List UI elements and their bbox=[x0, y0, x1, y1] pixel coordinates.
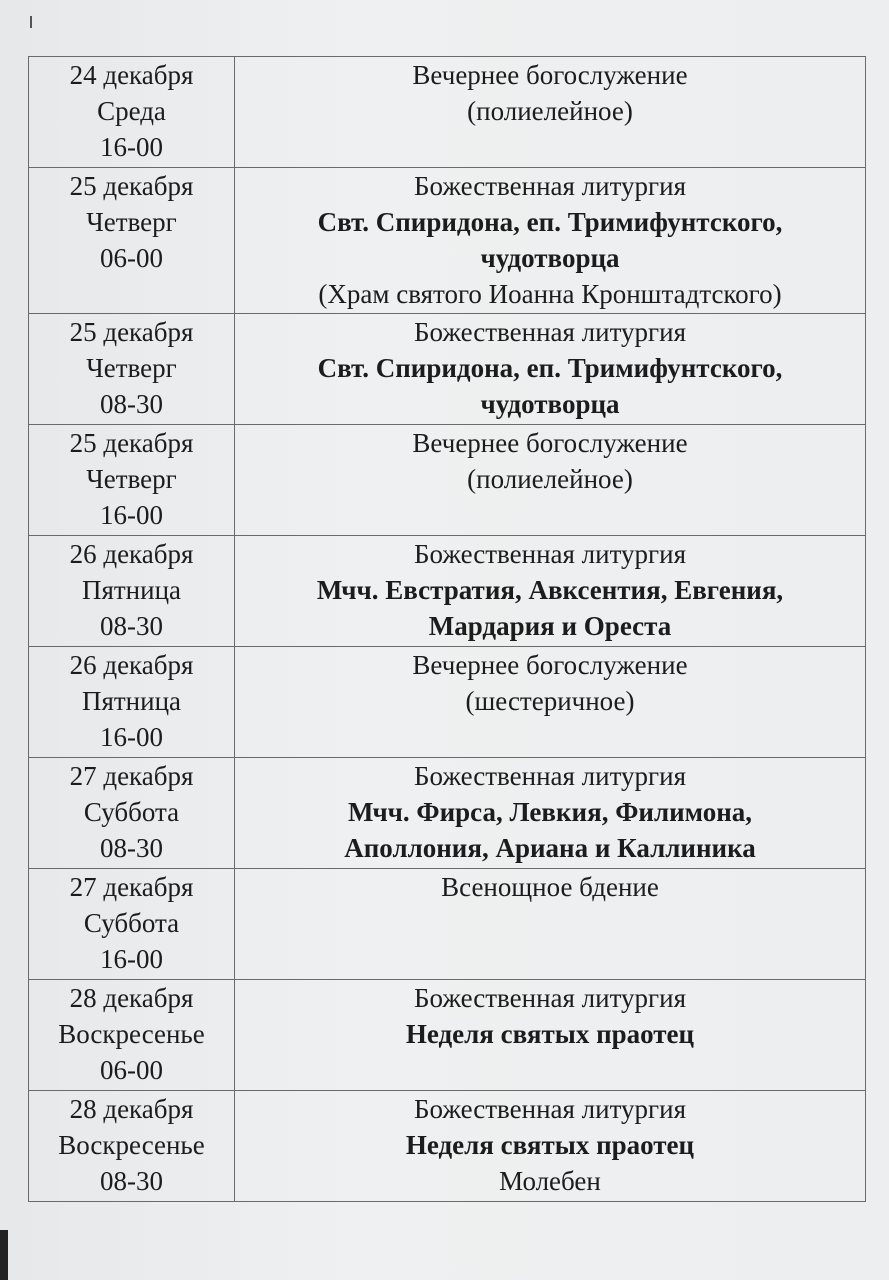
date-cell bbox=[29, 1091, 235, 1202]
weekday: Суббота bbox=[83, 797, 180, 827]
date: 24 декабря bbox=[69, 60, 194, 90]
page-edge bbox=[0, 1230, 8, 1280]
date: 27 декабря bbox=[69, 761, 194, 791]
schedule-row bbox=[29, 1091, 866, 1202]
service-cell bbox=[235, 425, 866, 536]
time: 16-00 bbox=[100, 944, 163, 974]
weekday: Четверг bbox=[86, 464, 177, 494]
feast-name: Аполлония, Ариана и Каллиника bbox=[344, 833, 756, 863]
feast-name: Свт. Спиридона, еп. Тримифунтского, bbox=[317, 353, 783, 383]
time: 06-00 bbox=[100, 1055, 163, 1085]
date: 28 декабря bbox=[69, 1094, 194, 1124]
time: 08-30 bbox=[100, 389, 163, 419]
feast-name: Мчч. Евстратия, Авксентия, Евгения, bbox=[316, 575, 784, 605]
schedule-row bbox=[29, 536, 866, 647]
service-cell bbox=[235, 758, 866, 869]
schedule-row bbox=[29, 57, 866, 168]
service-note: (Храм святого Иоанна Кронштадтского) bbox=[318, 279, 782, 309]
service-cell bbox=[235, 168, 866, 314]
date: 26 декабря bbox=[69, 539, 194, 569]
service-title: Всенощное бдение bbox=[441, 872, 659, 902]
time: 16-00 bbox=[100, 500, 163, 530]
service-note: (полиелейное) bbox=[467, 464, 633, 494]
date: 26 декабря bbox=[69, 650, 194, 680]
date: 25 декабря bbox=[69, 428, 194, 458]
date-cell bbox=[29, 314, 235, 425]
service-cell bbox=[235, 57, 866, 168]
service-title: Божественная литургия bbox=[413, 983, 686, 1013]
schedule-row bbox=[29, 980, 866, 1091]
service-cell bbox=[235, 980, 866, 1091]
feast-name: Мчч. Фирса, Левкия, Филимона, bbox=[348, 797, 752, 827]
weekday: Пятница bbox=[81, 686, 182, 716]
weekday: Четверг bbox=[86, 353, 177, 383]
feast-name: Неделя святых праотец bbox=[405, 1130, 695, 1160]
schedule-row bbox=[29, 869, 866, 980]
time: 08-30 bbox=[100, 611, 163, 641]
time: 06-00 bbox=[100, 243, 163, 273]
time: 08-30 bbox=[100, 1166, 163, 1196]
time: 16-00 bbox=[100, 722, 163, 752]
time: 16-00 bbox=[100, 132, 163, 162]
schedule-row bbox=[29, 168, 866, 314]
date: 28 декабря bbox=[69, 983, 194, 1013]
weekday: Пятница bbox=[81, 575, 182, 605]
service-title: Божественная литургия bbox=[413, 761, 686, 791]
date-cell bbox=[29, 869, 235, 980]
weekday: Четверг bbox=[86, 207, 177, 237]
service-cell bbox=[235, 536, 866, 647]
date-cell bbox=[29, 168, 235, 314]
service-cell bbox=[235, 314, 866, 425]
date: 25 декабря bbox=[69, 171, 194, 201]
date: 25 декабря bbox=[69, 317, 194, 347]
date-cell bbox=[29, 647, 235, 758]
service-title: Божественная литургия bbox=[413, 539, 686, 569]
page-mark bbox=[30, 16, 32, 28]
service-title: Божественная литургия bbox=[413, 171, 686, 201]
schedule-row bbox=[29, 758, 866, 869]
date-cell bbox=[29, 758, 235, 869]
feast-name: Неделя святых праотец bbox=[405, 1019, 695, 1049]
weekday: Суббота bbox=[83, 908, 180, 938]
service-title: Божественная литургия bbox=[413, 317, 686, 347]
date-cell bbox=[29, 57, 235, 168]
service-cell bbox=[235, 647, 866, 758]
feast-name: Свт. Спиридона, еп. Тримифунтского, bbox=[317, 207, 783, 237]
feast-name: чудотворца bbox=[480, 389, 620, 419]
schedule-row bbox=[29, 647, 866, 758]
date: 27 декабря bbox=[69, 872, 194, 902]
schedule-table bbox=[28, 56, 866, 1202]
service-note: (шестеричное) bbox=[465, 686, 635, 716]
service-title: Вечернее богослужение bbox=[412, 60, 688, 90]
service-title: Вечернее богослужение bbox=[412, 650, 688, 680]
schedule-row bbox=[29, 314, 866, 425]
weekday: Воскресенье bbox=[58, 1019, 205, 1049]
time: 08-30 bbox=[100, 833, 163, 863]
service-title: Божественная литургия bbox=[413, 1094, 686, 1124]
service-cell bbox=[235, 869, 866, 980]
service-note: (полиелейное) bbox=[467, 96, 633, 126]
date-cell bbox=[29, 425, 235, 536]
feast-name: чудотворца bbox=[480, 243, 620, 273]
service-note: Молебен bbox=[499, 1166, 601, 1196]
weekday: Среда bbox=[97, 96, 166, 126]
date-cell bbox=[29, 980, 235, 1091]
service-title: Вечернее богослужение bbox=[412, 428, 688, 458]
schedule-row bbox=[29, 425, 866, 536]
feast-name: Мардария и Ореста bbox=[428, 611, 672, 641]
date-cell bbox=[29, 536, 235, 647]
service-cell bbox=[235, 1091, 866, 1202]
weekday: Воскресенье bbox=[58, 1130, 205, 1160]
